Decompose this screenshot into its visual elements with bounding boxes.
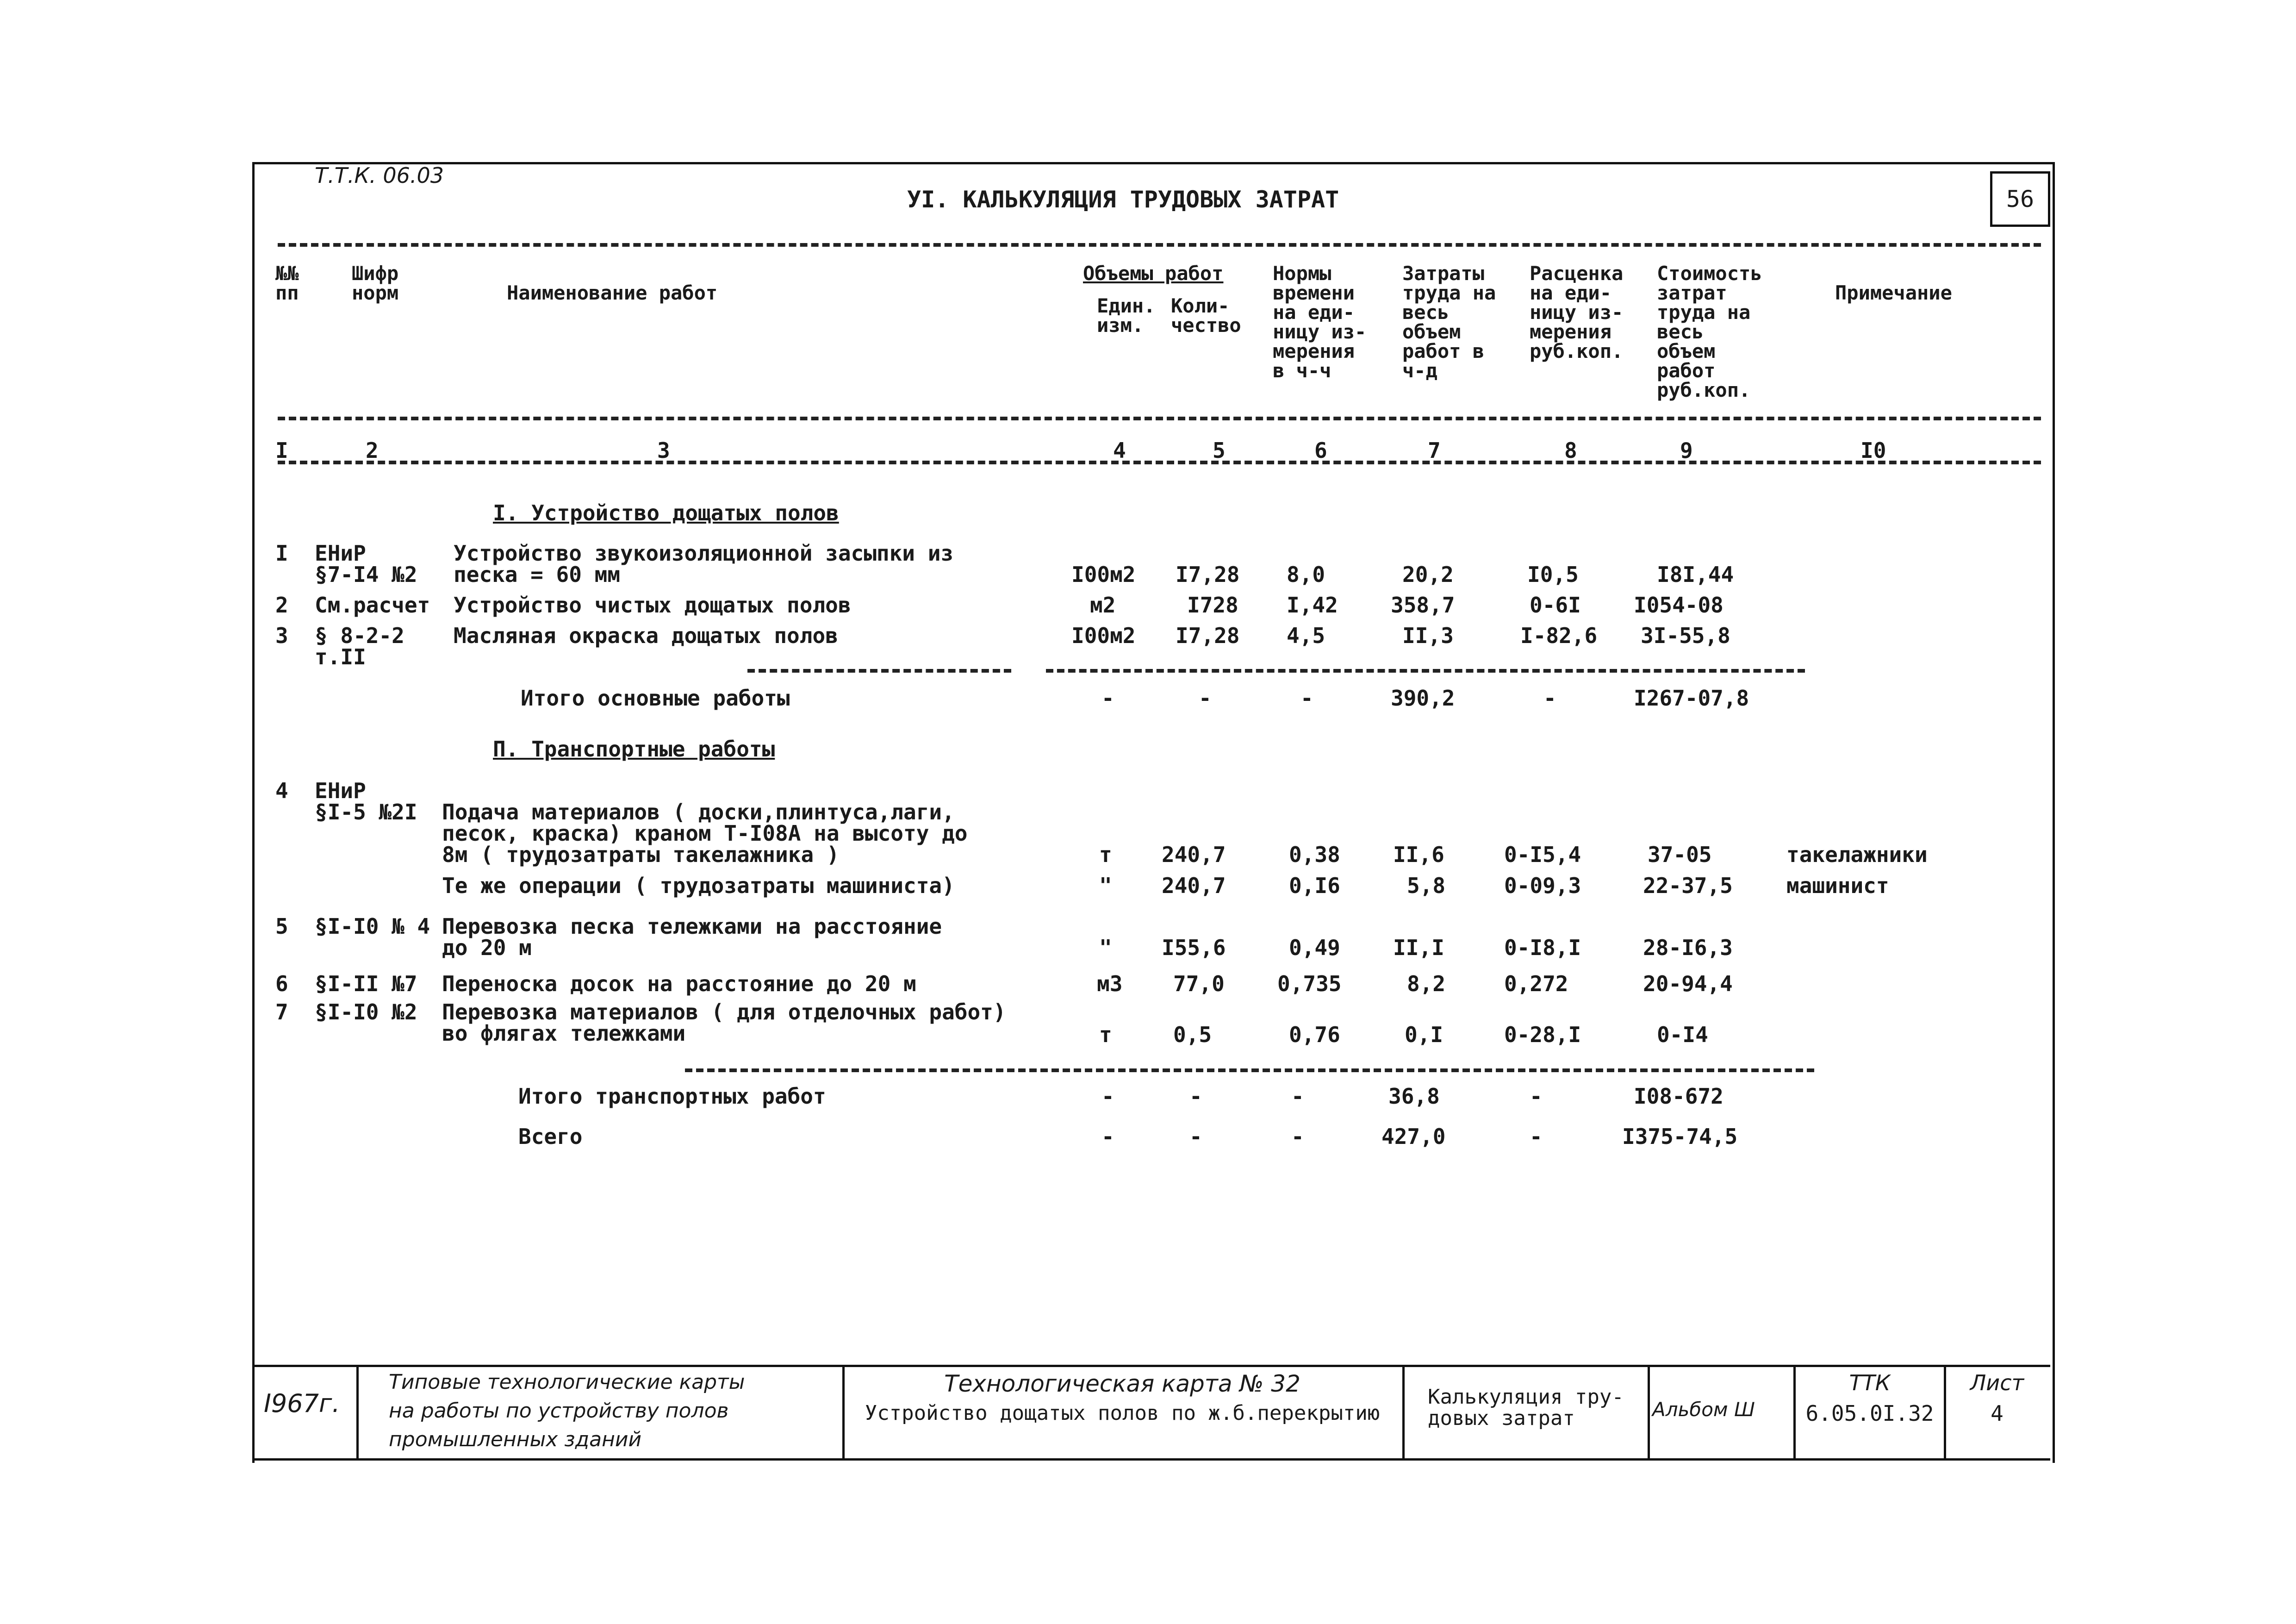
row-name: Подача материалов ( доски,плинтуса,лаги, песок, краска) краном Т-I08А на высоту до 8м ( трудозатраты такелажника ) [442, 800, 968, 867]
row-rate: 0-28,I [1504, 1022, 1581, 1047]
colnum-3: 3 [657, 438, 670, 463]
row-qty: 0,5 [1173, 1022, 1212, 1047]
row-qty: I7,28 [1176, 562, 1240, 587]
row-rate: 0-09,3 [1504, 873, 1581, 898]
row-labor: 8,2 [1407, 971, 1446, 996]
row-code: § 8-2-2 т.II [315, 623, 404, 669]
row-code: ЕНиР §I-5 №2I [315, 778, 417, 824]
total-norm: - [1300, 686, 1313, 711]
total-labor: 390,2 [1391, 686, 1455, 711]
footer-card-title: Технологическая карта № 32 [944, 1370, 1300, 1397]
footer-card-subtitle: Устройство дощатых полов по ж.б.перекрытию [865, 1401, 1380, 1425]
row-cost: 3I-55,8 [1641, 623, 1730, 648]
footer-divider [1402, 1365, 1405, 1460]
footer-ttk-label: ТТК [1849, 1370, 1891, 1395]
row-unit: м3 [1097, 971, 1123, 996]
row-cost: 22-37,5 [1643, 873, 1733, 898]
header-note: Примечание [1835, 281, 1952, 304]
header-cost: Стоимость затрат труда на весь объем работ руб.коп. [1657, 262, 1762, 401]
divider [1046, 669, 1805, 673]
grand-unit: - [1101, 1124, 1114, 1149]
header-norm: Нормы времени на еди- ницу из- мерения в ч-ч [1273, 262, 1367, 382]
row-name: Те же операции ( трудозатраты машиниста) [442, 873, 955, 898]
row-name: Масляная окраска дощатых полов [454, 623, 838, 648]
row-unit: т [1099, 842, 1112, 867]
total-unit: - [1101, 1084, 1114, 1109]
row-cost: 37-05 [1648, 842, 1712, 867]
row-num: 3 [275, 623, 288, 648]
header-num: №№ пп [275, 262, 299, 304]
total-qty: - [1199, 686, 1212, 711]
header-qty: Коли- чество [1171, 294, 1241, 337]
row-labor: 20,2 [1402, 562, 1454, 587]
footer-top-rule [254, 1365, 2050, 1367]
row-unit: I00м2 [1071, 562, 1136, 587]
row-labor: II,I [1393, 935, 1444, 960]
divider [278, 243, 2041, 247]
row-code: ЕНиР §7-I4 №2 [315, 541, 417, 587]
row-qty: I7,28 [1176, 623, 1240, 648]
colnum-6: 6 [1314, 438, 1327, 463]
footer-section: Калькуляция тру- довых затрат [1428, 1385, 1624, 1430]
grand-cost: I375-74,5 [1622, 1124, 1738, 1149]
footer-sheet-number: 4 [1991, 1401, 2004, 1426]
row-norm: 0,38 [1289, 842, 1340, 867]
row-code: См.расчет [315, 593, 430, 618]
row-note: машинист [1786, 873, 1889, 898]
total-qty: - [1189, 1084, 1202, 1109]
row-rate: 0-I8,I [1504, 935, 1581, 960]
row-norm: 0,76 [1289, 1022, 1340, 1047]
row-note: такелажники [1786, 842, 1928, 867]
header-code: Шифр норм [352, 262, 399, 304]
header-rate: Расценка на еди- ницу из- мерения руб.коп. [1530, 262, 1624, 362]
row-norm: 0,49 [1289, 935, 1340, 960]
total-rate: - [1543, 686, 1556, 711]
colnum-5: 5 [1213, 438, 1226, 463]
section-title: I. Устройство дощатых полов [493, 500, 839, 525]
row-qty: 240,7 [1162, 842, 1226, 867]
total-label: Итого транспортных работ [518, 1084, 826, 1109]
row-qty: 77,0 [1173, 971, 1225, 996]
row-norm: 0,I6 [1289, 873, 1340, 898]
colnum-8: 8 [1564, 438, 1577, 463]
total-rate: - [1530, 1084, 1543, 1109]
divider [685, 1068, 1814, 1072]
footer-series: Типовые технологические карты на работы по устройству полов промышленных зданий [389, 1370, 745, 1451]
row-name: Устройство чистых дощатых полов [454, 593, 851, 618]
row-code: §I-II №7 [315, 971, 417, 996]
row-rate: 0-6I [1530, 593, 1581, 618]
grand-rate: - [1530, 1124, 1543, 1149]
row-qty: I728 [1187, 593, 1238, 618]
total-labor: 36,8 [1388, 1084, 1440, 1109]
row-unit: " [1099, 935, 1112, 960]
colnum-4: 4 [1113, 438, 1126, 463]
header-labor: Затраты труда на весь объем работ в ч-д [1402, 262, 1496, 382]
footer-divider [1648, 1365, 1650, 1460]
row-rate: 0-I5,4 [1504, 842, 1581, 867]
row-labor: 0,I [1405, 1022, 1444, 1047]
row-rate: I-82,6 [1520, 623, 1598, 648]
row-name: Перевозка песка тележками на расстояние до 20 м [442, 914, 942, 960]
row-rate: 0,272 [1504, 971, 1568, 996]
row-cost: I054-08 [1634, 593, 1724, 618]
row-norm: 0,735 [1277, 971, 1342, 996]
row-num: 6 [275, 971, 288, 996]
row-name: Перевозка материалов ( для отделочных работ) во флягах тележками [442, 999, 1006, 1046]
row-num: 4 [275, 778, 288, 803]
row-num: 2 [275, 593, 288, 618]
row-cost: 28-I6,3 [1643, 935, 1733, 960]
footer-bottom-rule [254, 1458, 2050, 1461]
header-unit: Един. изм. [1097, 294, 1156, 337]
colnum-10: I0 [1860, 438, 1886, 463]
footer-ttk-code: 6.05.0I.32 [1805, 1401, 1934, 1426]
row-num: 5 [275, 914, 288, 939]
header-volume: Объемы работ [1083, 262, 1224, 285]
footer-album: Альбом Ш [1652, 1398, 1755, 1421]
total-cost: I267-07,8 [1634, 686, 1749, 711]
colnum-2: 2 [366, 438, 379, 463]
grand-qty: - [1189, 1124, 1202, 1149]
divider [278, 417, 2041, 420]
footer-sheet-label: Лист [1970, 1370, 2024, 1395]
row-qty: I55,6 [1162, 935, 1226, 960]
footer-divider [842, 1365, 845, 1460]
header-name: Наименование работ [507, 281, 718, 304]
row-unit: т [1099, 1022, 1112, 1047]
row-unit: I00м2 [1071, 623, 1136, 648]
colnum-7: 7 [1428, 438, 1441, 463]
colnum-1: I [275, 438, 288, 463]
total-unit: - [1101, 686, 1114, 711]
footer-year: I967г. [264, 1389, 340, 1418]
section-title: П. Транспортные работы [493, 737, 775, 762]
row-num: I [275, 541, 288, 566]
row-num: 7 [275, 999, 288, 1024]
row-code: §I-I0 №2 [315, 999, 417, 1024]
row-name: Переноска досок на расстояние до 20 м [442, 971, 916, 996]
row-cost: I8I,44 [1657, 562, 1734, 587]
row-unit: " [1099, 873, 1112, 898]
divider [747, 669, 1011, 673]
row-labor: 5,8 [1407, 873, 1446, 898]
row-norm: 8,0 [1287, 562, 1325, 587]
row-code: §I-I0 № 4 [315, 914, 430, 939]
footer-divider [356, 1365, 359, 1460]
page-number: 56 [1990, 171, 2050, 227]
row-unit: м2 [1090, 593, 1116, 618]
grand-labor: 427,0 [1381, 1124, 1446, 1149]
total-norm: - [1291, 1084, 1304, 1109]
grand-norm: - [1291, 1124, 1304, 1149]
doc-code: Т.Т.К. 06.03 [315, 163, 444, 188]
row-cost: 0-I4 [1657, 1022, 1708, 1047]
divider [278, 461, 2041, 464]
row-labor: II,3 [1402, 623, 1454, 648]
row-labor: 358,7 [1391, 593, 1455, 618]
grand-total-label: Всего [518, 1124, 583, 1149]
colnum-9: 9 [1680, 438, 1693, 463]
row-norm: 4,5 [1287, 623, 1325, 648]
row-rate: I0,5 [1527, 562, 1579, 587]
row-cost: 20-94,4 [1643, 971, 1733, 996]
row-qty: 240,7 [1162, 873, 1226, 898]
row-name: Устройство звукоизоляционной засыпки из песка = 60 мм [454, 541, 954, 587]
row-norm: I,42 [1287, 593, 1338, 618]
total-label: Итого основные работы [521, 686, 790, 711]
page-title: УI. КАЛЬКУЛЯЦИЯ ТРУДОВЫХ ЗАТРАТ [907, 186, 1339, 213]
row-labor: II,6 [1393, 842, 1444, 867]
total-cost: I08-672 [1634, 1084, 1724, 1109]
